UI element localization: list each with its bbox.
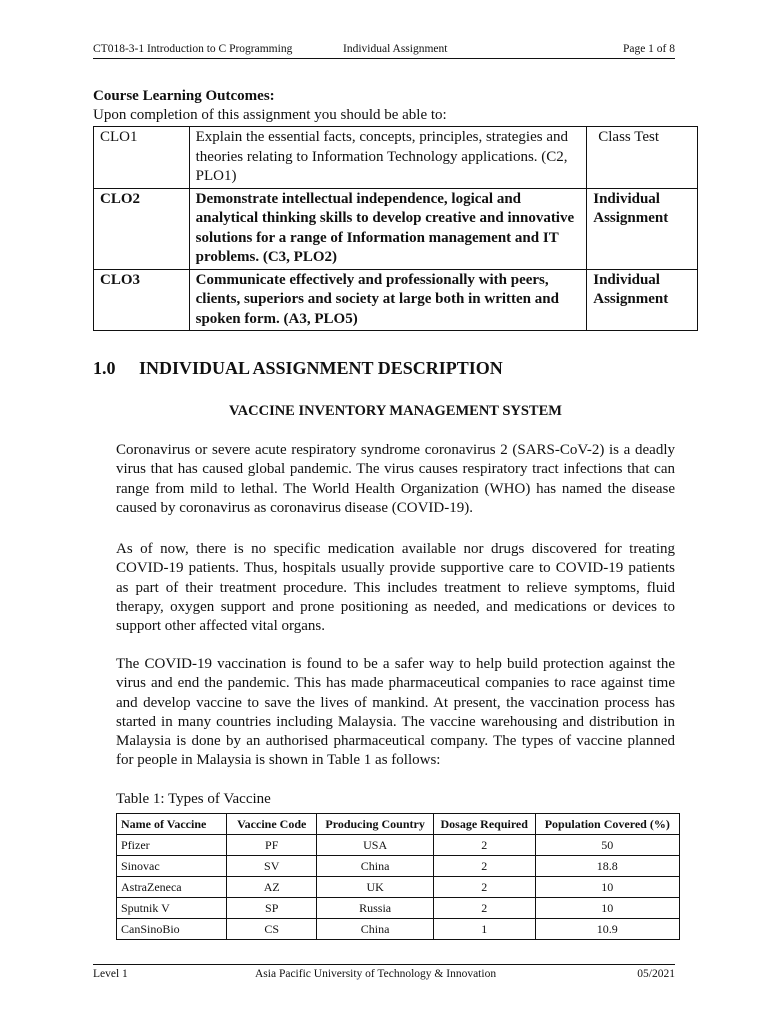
clo-code: CLO3	[94, 269, 190, 331]
table-row	[117, 877, 680, 898]
header-assignment: Individual Assignment	[343, 43, 448, 55]
column-header: Name of Vaccine	[117, 814, 227, 835]
table-cell: 10	[535, 898, 679, 919]
table-cell: AZ	[227, 877, 317, 898]
clo-code: CLO2	[94, 188, 190, 269]
table-cell: SP	[227, 898, 317, 919]
clo-description: Explain the essential facts, concepts, principles, strategies and theories relating to Information Technology applications. (C2, PLO1)	[189, 127, 587, 189]
table-cell: Sputnik V	[117, 898, 227, 919]
table-row	[117, 835, 680, 856]
column-header: Population Covered (%)	[535, 814, 679, 835]
table-cell: PF	[227, 835, 317, 856]
table-row	[117, 856, 680, 877]
page-footer	[93, 964, 675, 985]
table-cell: Sinovac	[117, 856, 227, 877]
paragraph-3: The COVID-19 vaccination is found to be a safer way to help build protection against the virus and end the pandemic. This has made pharmaceutical companies to race against time and develop vaccine to save the lives of mankind. At present, the vaccination process has started in many countries including Malaysia. The vaccine warehousing and distribution in Malaysia is done by an authorised pharmaceutical company. The types of vaccine planned for people in Malaysia is shown in Table 1 as follows:	[116, 656, 675, 769]
table-row	[117, 898, 680, 919]
paragraph-1: Coronavirus or severe acute respiratory syndrome coronavirus 2 (SARS-CoV-2) is a deadly virus that has caused global pandemic. The virus causes respiratory tract infections that can range from mild to lethal. The World Health Organization (WHO) has named the disease caused by coronavirus as coronavirus disease (COVID-19).	[116, 442, 675, 516]
clo-assessment: Individual Assignment	[587, 269, 698, 331]
clo-intro: Upon completion of this assignment you should be able to:	[93, 107, 447, 123]
clo-assessment: Individual Assignment	[587, 188, 698, 269]
table-cell: 10	[535, 877, 679, 898]
column-header: Vaccine Code	[227, 814, 317, 835]
table-cell: 10.9	[535, 919, 679, 940]
table-cell: 50	[535, 835, 679, 856]
table-cell: Pfizer	[117, 835, 227, 856]
table-cell: SV	[227, 856, 317, 877]
table-cell: UK	[317, 877, 434, 898]
section-heading	[93, 358, 503, 379]
clo-assessment: Class Test	[587, 127, 698, 189]
column-header: Producing Country	[317, 814, 434, 835]
clo-description: Communicate effectively and professionally with peers, clients, superiors and society at large both in written and spoken form. (A3, PLO5)	[189, 269, 587, 331]
clo-title: Course Learning Outcomes:	[93, 88, 275, 104]
clo-row	[94, 269, 698, 331]
table-cell: 1	[433, 919, 535, 940]
header-course: CT018-3-1 Introduction to C Programming	[93, 43, 293, 55]
page-header	[93, 42, 675, 59]
assignment-subtitle: VACCINE INVENTORY MANAGEMENT SYSTEM	[229, 403, 562, 419]
header-page-number: Page 1 of 8	[622, 43, 675, 55]
table-cell: 2	[433, 856, 535, 877]
clo-table	[93, 126, 698, 331]
table-row	[117, 919, 680, 940]
paragraph-2: As of now, there is no specific medication available nor drugs discovered for treating COVID-19 patients. Thus, hospitals usually provide supportive care to COVID-19 patients as part of their treatment procedure. This includes treatment to relieve symptoms, fluid therapy, oxygen support and prone positioning as needed, and medications or devices to support other affected vital organs.	[116, 541, 675, 635]
section-title: INDIVIDUAL ASSIGNMENT DESCRIPTION	[139, 358, 503, 378]
footer-date: 05/2021	[637, 968, 675, 980]
footer-level: Level 1	[93, 968, 128, 980]
table-cell: CanSinoBio	[117, 919, 227, 940]
table-cell: AstraZeneca	[117, 877, 227, 898]
table-cell: 18.8	[535, 856, 679, 877]
section-number: 1.0	[93, 358, 116, 378]
table-cell: 2	[433, 835, 535, 856]
table-header-row	[117, 814, 680, 835]
table-cell: China	[317, 919, 434, 940]
table-cell: 2	[433, 898, 535, 919]
clo-row	[94, 127, 698, 189]
table-cell: USA	[317, 835, 434, 856]
vaccine-table	[116, 813, 680, 940]
clo-code: CLO1	[94, 127, 190, 189]
table-cell: CS	[227, 919, 317, 940]
clo-description: Demonstrate intellectual independence, logical and analytical thinking skills to develop creative and innovative solutions for a range of Information management and IT problems. (C3, PLO2)	[189, 188, 587, 269]
table-caption: Table 1: Types of Vaccine	[116, 791, 271, 807]
clo-row	[94, 188, 698, 269]
footer-institution: Asia Pacific University of Technology & Innovation	[255, 968, 497, 980]
table-cell: Russia	[317, 898, 434, 919]
table-cell: China	[317, 856, 434, 877]
column-header: Dosage Required	[433, 814, 535, 835]
table-cell: 2	[433, 877, 535, 898]
